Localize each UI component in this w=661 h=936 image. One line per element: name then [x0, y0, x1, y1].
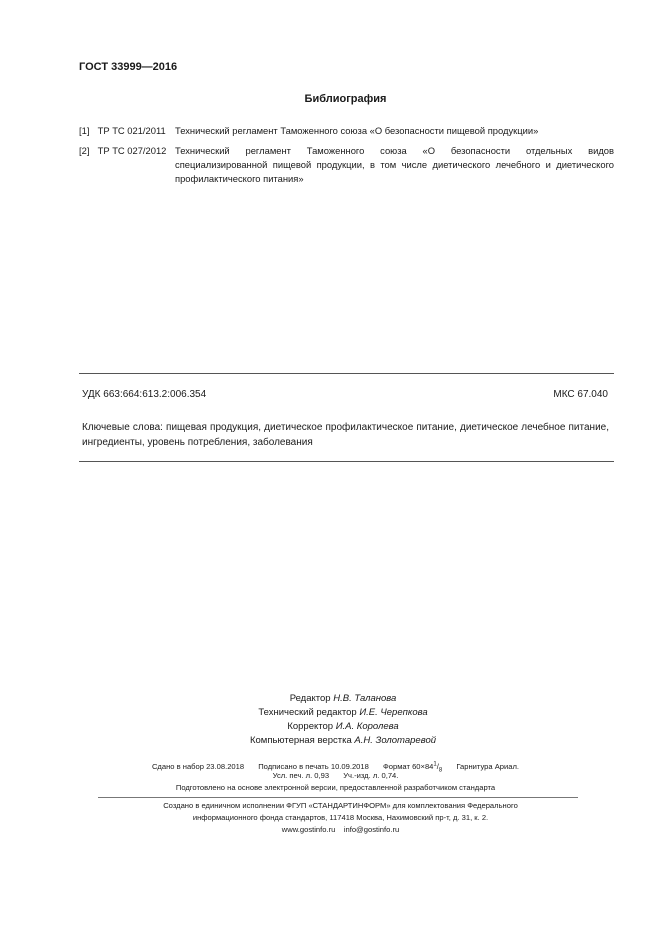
divider-footer: [98, 797, 578, 798]
staff-layout: [0, 734, 661, 748]
item-code: ТР ТС 021/2011: [97, 125, 166, 136]
email-link[interactable]: info@gostinfo.ru: [343, 825, 400, 834]
set-date: Сдано в набор 23.08.2018: [151, 761, 245, 771]
item-number: [1]: [79, 125, 90, 136]
standard-number: ГОСТ 33999—2016: [79, 61, 178, 73]
staff-name: Н.В. Таланова: [333, 693, 397, 704]
item-text: Технический регламент Таможенного союза «О безопасности отдельных видов специализированной пищевой продукции, в том числе диетического лечебного и диетического профилактического питания»: [175, 145, 614, 184]
staff-role: Корректор: [287, 721, 334, 732]
imprint-line-2: [0, 770, 661, 782]
bibliography-item: [79, 124, 614, 138]
print-sheets: Усл. печ. л. 0,93: [272, 771, 330, 780]
item-text: Технический регламент Таможенного союза «О безопасности пищевой продукции»: [175, 125, 539, 136]
staff-tech-editor: [0, 706, 661, 720]
divider-top: [79, 373, 614, 374]
bibliography-item: [79, 144, 614, 184]
bibliography-title: Библиография: [304, 93, 387, 105]
udk-code: УДК 663:664:613.2:006.354: [82, 389, 207, 400]
divider-bottom: [79, 461, 614, 462]
mks-code: МКС 67.040: [553, 389, 608, 400]
typeface: Гарнитура Ариал.: [456, 761, 520, 771]
staff-name: И.Е. Черепкова: [359, 707, 428, 718]
keywords: Ключевые слова: пищевая продукция, диетическое профилактическое питание, диетическое лечебное питание, ингредиенты, уровень потребления, заболевания: [82, 422, 609, 448]
prepared-note: Подготовлено на основе электронной версии, предоставленной разработчиком стандарта: [175, 783, 496, 792]
staff-name: А.Н. Золотаревой: [354, 735, 437, 746]
staff-role: Компьютерная верстка: [249, 735, 352, 746]
website-link[interactable]: www.gostinfo.ru: [281, 825, 336, 834]
print-date: Подписано в печать 10.09.2018: [258, 761, 369, 771]
item-code: ТР ТС 027/2012: [97, 145, 167, 156]
footer-line-1: Создано в единичном исполнении ФГУП «СТАНДАРТИНФОРМ» для комплектования Федерального: [163, 801, 518, 810]
paper-format: Формат $60\times 84^1/_8$: [382, 761, 443, 774]
staff-role: Редактор: [289, 693, 331, 704]
staff-name: И.А. Королева: [335, 721, 399, 732]
staff-corrector: [0, 720, 661, 734]
footer-line-2: информационного фонда стандартов, 117418 Москва, Нахимовский пр-т, д. 31, к. 2.: [192, 813, 489, 822]
staff-editor: [0, 692, 661, 706]
item-number: [2]: [79, 145, 90, 156]
publishing-sheets: Уч.-изд. л. 0,74.: [343, 771, 399, 780]
footer-contacts: [0, 824, 661, 836]
staff-role: Технический редактор: [258, 707, 357, 718]
